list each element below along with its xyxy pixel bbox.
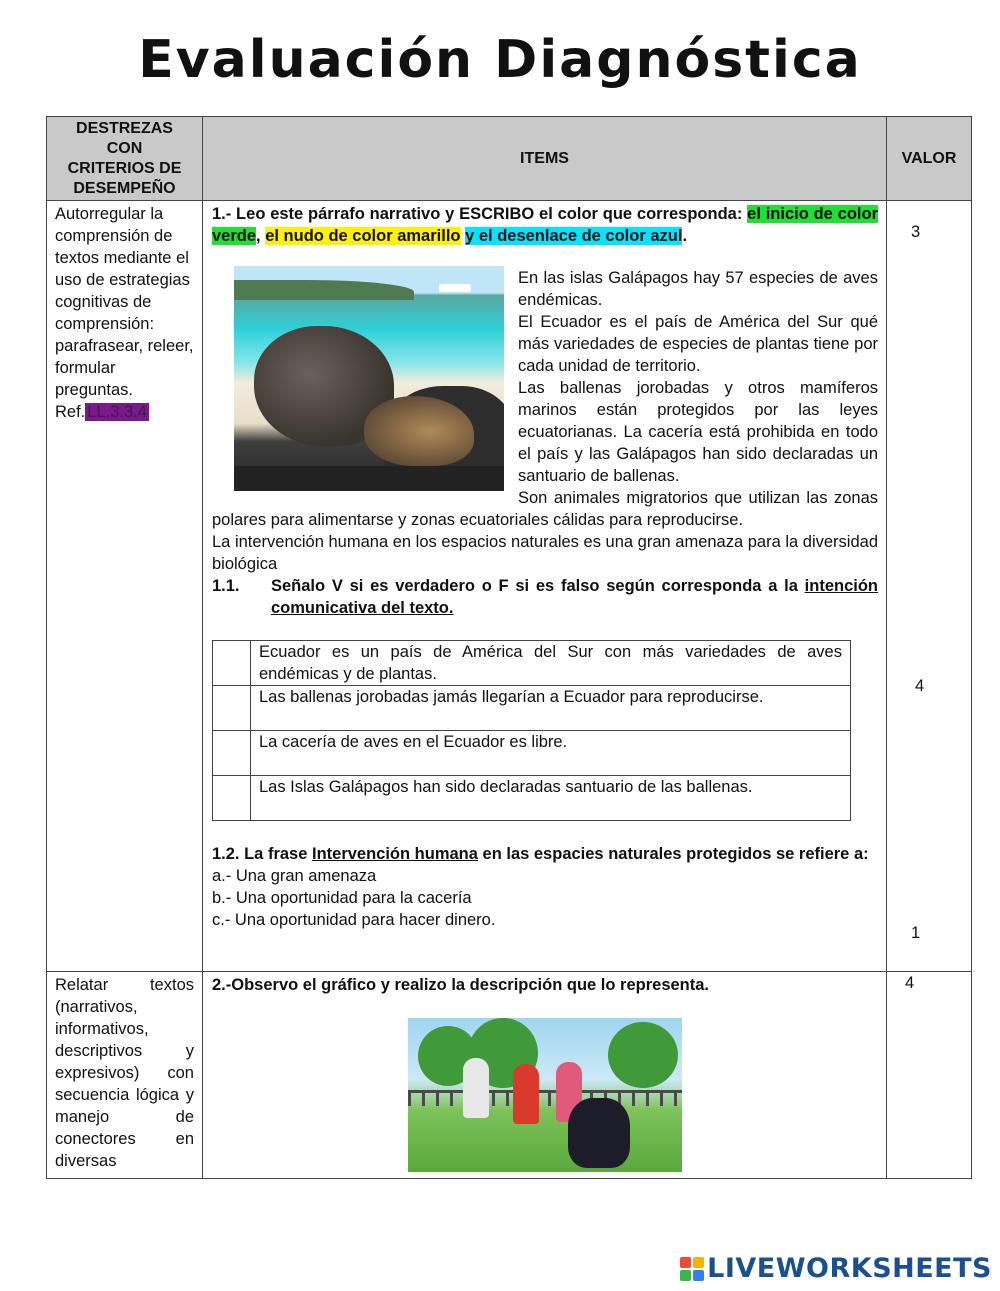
q12-underlined: Intervención humana: [311, 845, 478, 863]
option-b[interactable]: b.- Una oportunidad para la cacería: [212, 889, 472, 907]
value-q11: 4: [915, 677, 925, 695]
header-items: ITEMS: [203, 117, 887, 201]
q1-sep1: ,: [256, 227, 266, 245]
tf-statement: La cacería de aves en el Ecuador es libre.: [251, 731, 851, 776]
question-1: [212, 203, 878, 247]
header-skills: DESTREZAS CON CRITERIOS DE DESEMPEÑO: [47, 117, 203, 201]
tf-statement: Las ballenas jorobadas jamás llegarían a Ecuador para reproducirse.: [251, 686, 851, 731]
option-c[interactable]: c.- Una oportunidad para hacer dinero.: [212, 911, 496, 929]
tf-row: [213, 641, 851, 686]
header-value: VALOR: [887, 117, 972, 201]
paragraph-line: Las ballenas jorobadas y otros mamíferos marinos están protegidos por las leyes ecuatorianas. La cacería está prohibida en todo el país y las Galápagos han sido declaradas un santuario de ballenas.: [518, 379, 878, 485]
q12-pre: 1.2. La frase: [212, 845, 312, 863]
row-1: [47, 201, 972, 972]
row1-skill-cell: [47, 201, 203, 972]
ref-code: LL.3.3.4: [87, 403, 147, 421]
paragraph-line: Son animales migratorios que utilizan las zonas polares para alimentarse y zonas ecuatoriales cálidas para reproducirse.: [212, 489, 878, 529]
q11-number: 1.1.: [212, 577, 240, 595]
row1-value-cell: [887, 201, 972, 972]
row-2: [47, 972, 972, 1179]
row2-items-cell: [203, 972, 887, 1179]
q11-text: Señalo V si es verdadero o F si es falso según corresponda a la: [271, 577, 805, 595]
q11-underlined: intención comunicativa del texto.: [271, 577, 878, 617]
true-false-table: [212, 640, 851, 821]
tf-answer-box[interactable]: [213, 686, 251, 731]
value-q1: 3: [911, 223, 921, 241]
liveworksheets-logo[interactable]: [680, 1253, 992, 1284]
value-q12: 1: [911, 924, 921, 942]
tf-row: [213, 686, 851, 731]
park-cleanup-illustration: [408, 1018, 682, 1172]
paragraph-line: La intervención humana en los espacios naturales es una gran amenaza para la diversidad biológica: [212, 533, 878, 573]
question-1-2: [212, 843, 878, 865]
tf-row: [213, 731, 851, 776]
row1-skill-text: Autorregular la comprensión de textos mediante el uso de estrategias cognitivas de comprensión: parafrasear, releer, formular preguntas.: [55, 205, 194, 399]
row2-value-cell: [887, 972, 972, 1179]
row2-skill-text: Relatar textos (narrativos, informativos, descriptivos y expresivos) con secuencia lógica y manejo de conectores en diversas: [55, 976, 194, 1170]
q12-post: en las espacies naturales protegidos se refiere a:: [477, 845, 869, 863]
logo-text: LIVEWORKSHEETS: [707, 1253, 992, 1284]
tf-answer-box[interactable]: [213, 731, 251, 776]
tf-answer-box[interactable]: [213, 776, 251, 821]
evaluation-table: [46, 116, 972, 1179]
q1-highlight-green: el inicio de color verde: [212, 205, 878, 245]
ref-label: Ref.: [55, 403, 86, 421]
q1-intro: 1.- Leo este párrafo narrativo y ESCRIBO el color que corresponda:: [212, 205, 748, 223]
row1-skill: [47, 201, 202, 425]
tf-statement: Las Islas Galápagos han sido declaradas santuario de las ballenas.: [251, 776, 851, 821]
q1-highlight-yellow: el nudo de color amarillo: [265, 227, 461, 245]
question-1-1: [212, 575, 878, 619]
q1-end: .: [682, 227, 688, 245]
tf-row: [213, 776, 851, 821]
paragraph-line: El Ecuador es el país de América del Sur qué más variedades de especies de plantas tiene por cada unidad de territorio.: [518, 313, 878, 375]
option-a[interactable]: a.- Una gran amenaza: [212, 867, 377, 885]
row1-items-cell: [203, 201, 887, 972]
tf-answer-box[interactable]: [213, 641, 251, 686]
logo-blocks-icon: [680, 1257, 704, 1281]
header-row: [47, 117, 972, 201]
row1-items: [203, 201, 886, 937]
page-title: Evaluación Diagnóstica: [138, 30, 862, 90]
value-q2: 4: [905, 974, 915, 992]
tf-statement: Ecuador es un país de América del Sur con más variedades de aves endémicas y de plantas.: [251, 641, 851, 686]
paragraph-line: En las islas Galápagos hay 57 especies de aves endémicas.: [518, 269, 878, 309]
sea-lion-photo: [234, 266, 504, 491]
row2-skill-cell: [47, 972, 203, 1179]
q1-highlight-cyan: y el desenlace de color azul: [465, 227, 683, 245]
question-2: 2.-Observo el gráfico y realizo la descripción que lo representa.: [212, 976, 710, 994]
